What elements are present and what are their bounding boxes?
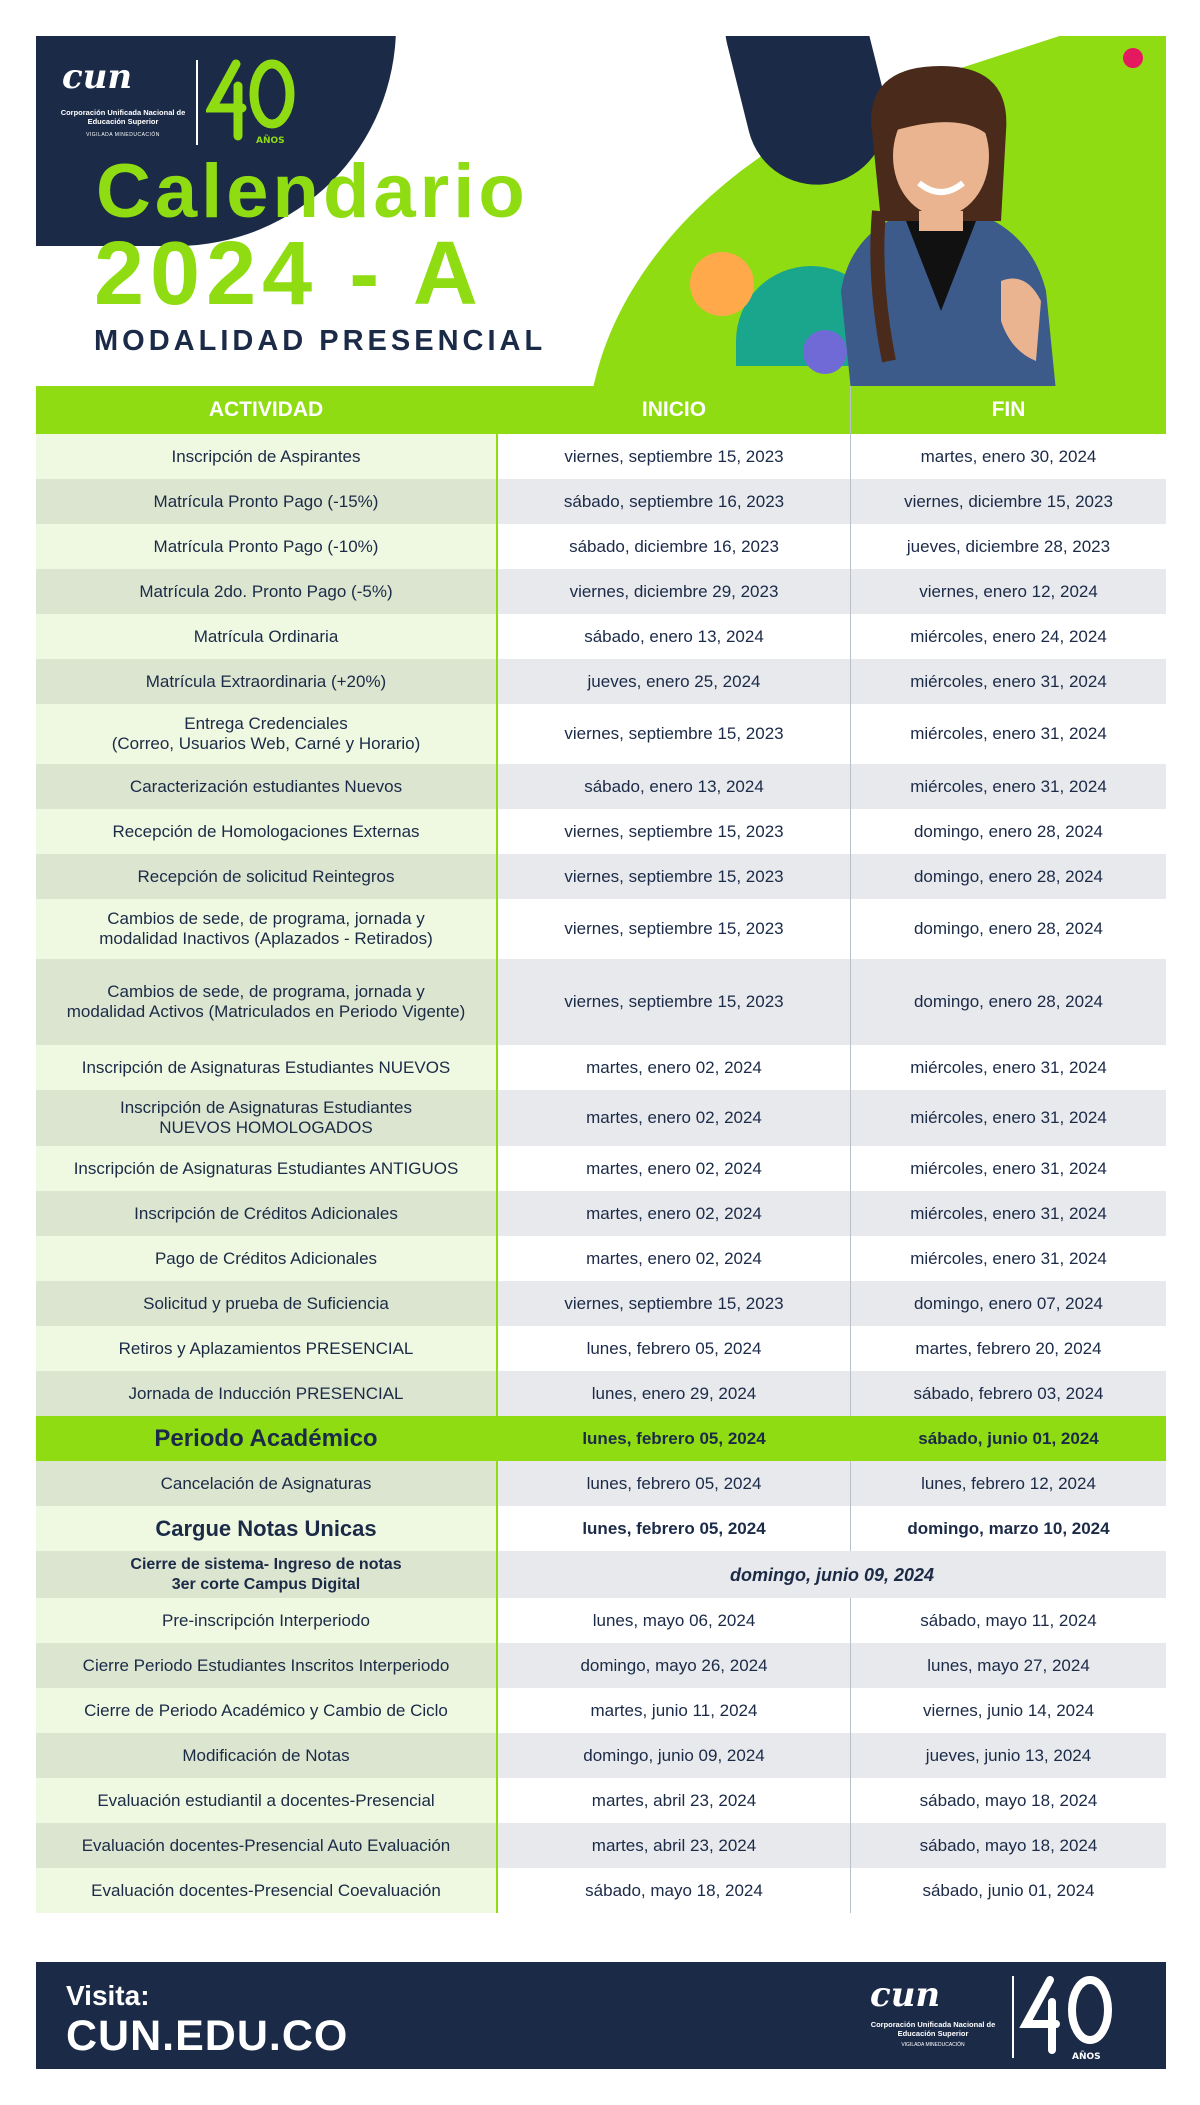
actividad-text-line2: NUEVOS HOMOLOGADOS [159,1118,373,1137]
cell-fin: viernes, enero 12, 2024 [851,569,1166,614]
forty-years-badge [206,56,306,146]
cun-logo [54,50,304,150]
cell-actividad [36,1236,498,1281]
actividad-text: Matrícula Extraordinaria (+20%) [145,671,387,691]
cell-actividad [36,434,498,479]
cell-inicio: lunes, febrero 05, 2024 [498,1326,851,1371]
actividad-text-line2: modalidad Activos (Matriculados en Periodo Vigente) [66,1002,466,1021]
svg-text:AÑOS: AÑOS [1072,2052,1101,2062]
header [36,36,1166,386]
cell-actividad [36,764,498,809]
column-header-actividad: ACTIVIDAD [36,386,498,434]
table-row [36,659,1166,704]
cell-inicio: sábado, mayo 18, 2024 [498,1868,851,1913]
actividad-text: Matrícula Pronto Pago (-10%) [153,536,379,556]
cell-actividad [36,659,498,704]
cell-fin: miércoles, enero 31, 2024 [851,704,1166,764]
cell-fin: miércoles, enero 31, 2024 [851,764,1166,809]
actividad-text: Periodo Académico [154,1424,378,1452]
cell-actividad [36,1326,498,1371]
cell-actividad [36,1146,498,1191]
cell-actividad [36,1643,498,1688]
cell-inicio: sábado, diciembre 16, 2023 [498,524,851,569]
cell-actividad [36,1778,498,1823]
cell-inicio: lunes, enero 29, 2024 [498,1371,851,1416]
table-row [36,899,1166,959]
cell-fin: miércoles, enero 31, 2024 [851,1045,1166,1090]
table-row [36,569,1166,614]
cell-inicio: viernes, septiembre 15, 2023 [498,704,851,764]
cell-inicio: domingo, junio 09, 2024 [498,1733,851,1778]
cell-actividad [36,1688,498,1733]
cell-fin: lunes, mayo 27, 2024 [851,1643,1166,1688]
actividad-text: Caracterización estudiantes Nuevos [129,776,403,796]
table-row [36,1461,1166,1506]
table-row [36,1146,1166,1191]
actividad-text: Inscripción de Créditos Adicionales [134,1203,398,1223]
cell-fin: martes, enero 30, 2024 [851,434,1166,479]
column-header-inicio: INICIO [498,386,851,434]
actividad-text-line2: (Correo, Usuarios Web, Carné y Horario) [111,734,421,753]
svg-text:cun: cun [62,57,133,96]
actividad-text: Cambios de sede, de programa, jornada y [107,909,425,928]
actividad-text: Modificación de Notas [182,1745,350,1765]
cell-actividad [36,959,498,1045]
actividad-text: Matrícula Ordinaria [193,626,339,646]
calendar-table [36,386,1166,1948]
table-row [36,614,1166,659]
cell-inicio: martes, enero 02, 2024 [498,1090,851,1146]
visit-label: Visita: [66,1980,150,2011]
actividad-text: Entrega Credenciales [184,714,348,733]
cell-actividad [36,1191,498,1236]
cell-actividad [36,704,498,764]
footer [36,1962,1166,2069]
actividad-text: Pre-inscripción Interperiodo [162,1610,370,1630]
cell-actividad [36,1461,498,1506]
actividad-text: Matrícula 2do. Pronto Pago (-5%) [139,581,393,601]
cell-actividad [36,1371,498,1416]
cell-inicio: viernes, septiembre 15, 2023 [498,854,851,899]
cell-fin: viernes, diciembre 15, 2023 [851,479,1166,524]
actividad-text: Jornada de Inducción PRESENCIAL [128,1383,404,1403]
table-row [36,1823,1166,1868]
actividad-text-line2: modalidad Inactivos (Aplazados - Retirados) [99,929,433,948]
cell-actividad [36,1090,498,1146]
cell-actividad [36,1733,498,1778]
table-row [36,809,1166,854]
cell-inicio: lunes, febrero 05, 2024 [498,1461,851,1506]
actividad-text: Inscripción de Asignaturas Estudiantes NUEVOS [81,1057,451,1077]
cell-fin: domingo, enero 28, 2024 [851,899,1166,959]
cell-fin: miércoles, enero 31, 2024 [851,1191,1166,1236]
cell-fin: miércoles, enero 31, 2024 [851,1146,1166,1191]
table-row [36,1281,1166,1326]
cell-fin: lunes, febrero 12, 2024 [851,1461,1166,1506]
cell-fin: sábado, junio 01, 2024 [851,1416,1166,1461]
actividad-text: Cierre Periodo Estudiantes Inscritos Interperiodo [82,1655,450,1675]
decorative-pink-dot [1123,48,1143,68]
title-calendario: Calendario [96,149,529,234]
cell-actividad [36,1045,498,1090]
actividad-text: Cierre de Periodo Académico y Cambio de Ciclo [84,1700,448,1720]
cell-inicio: lunes, febrero 05, 2024 [498,1506,851,1551]
org-name: Corporación Unificada Nacional de Educación Superior [60,108,186,126]
table-row [36,1191,1166,1236]
cell-fin: miércoles, enero 31, 2024 [851,1236,1166,1281]
cell-fin: miércoles, enero 24, 2024 [851,614,1166,659]
table-row [36,1688,1166,1733]
title-period: 2024 - A [94,224,484,324]
table-row [36,1416,1166,1461]
svg-text:cun: cun [870,1975,941,2014]
cell-fin: domingo, enero 28, 2024 [851,959,1166,1045]
cell-actividad [36,899,498,959]
actividad-text: Cargue Notas Unicas [155,1515,377,1541]
cell-inicio: martes, enero 02, 2024 [498,1146,851,1191]
cell-inicio: viernes, septiembre 15, 2023 [498,809,851,854]
cell-actividad [36,1551,498,1598]
logo-divider [1012,1976,1014,2058]
table-row [36,854,1166,899]
cell-actividad [36,1868,498,1913]
table-row [36,764,1166,809]
actividad-text-line2: 3er corte Campus Digital [171,1575,361,1593]
cell-fin: domingo, marzo 10, 2024 [851,1506,1166,1551]
cell-inicio: lunes, febrero 05, 2024 [498,1416,851,1461]
decorative-orange-dot [690,252,754,316]
table-row [36,1090,1166,1146]
cell-inicio: jueves, enero 25, 2024 [498,659,851,704]
forty-years-badge [1018,1972,1128,2062]
cell-inicio: sábado, enero 13, 2024 [498,764,851,809]
cun-logo-mark [868,1974,988,2014]
table-row [36,434,1166,479]
cell-actividad [36,1506,498,1551]
cell-inicio: sábado, septiembre 16, 2023 [498,479,851,524]
cell-inicio: domingo, mayo 26, 2024 [498,1643,851,1688]
cell-fin: sábado, mayo 11, 2024 [851,1598,1166,1643]
table-row [36,1506,1166,1551]
cell-fin: miércoles, enero 31, 2024 [851,659,1166,704]
logo-divider [196,60,198,145]
actividad-text: Evaluación docentes-Presencial Auto Evaluación [81,1835,451,1855]
cell-fin: sábado, mayo 18, 2024 [851,1778,1166,1823]
cell-inicio: viernes, septiembre 15, 2023 [498,1281,851,1326]
actividad-text: Solicitud y prueba de Suficiencia [143,1293,389,1313]
cell-actividad [36,614,498,659]
actividad-text: Cancelación de Asignaturas [160,1473,372,1493]
svg-text:AÑOS: AÑOS [256,136,285,146]
cell-fin: viernes, junio 14, 2024 [851,1688,1166,1733]
table-row [36,1598,1166,1643]
table-row [36,479,1166,524]
cell-actividad [36,479,498,524]
cell-fin: jueves, junio 13, 2024 [851,1733,1166,1778]
cun-logo-mark [60,56,170,96]
cell-inicio: lunes, mayo 06, 2024 [498,1598,851,1643]
actividad-text: Pago de Créditos Adicionales [154,1248,378,1268]
website-link[interactable]: CUN.EDU.CO [66,2012,349,2060]
actividad-text: Matrícula Pronto Pago (-15%) [153,491,379,511]
table-row [36,1045,1166,1090]
cell-actividad [36,569,498,614]
student-photo [811,61,1071,386]
calendar-poster [36,36,1166,2069]
table-row [36,1868,1166,1913]
table-row [36,959,1166,1045]
cell-inicio: martes, enero 02, 2024 [498,1045,851,1090]
cell-fecha-merged: domingo, junio 09, 2024 [498,1551,1166,1598]
cell-fin: jueves, diciembre 28, 2023 [851,524,1166,569]
cell-actividad [36,1598,498,1643]
cell-actividad [36,1416,498,1461]
cell-inicio: martes, abril 23, 2024 [498,1823,851,1868]
table-header [36,386,1166,434]
cell-fin: miércoles, enero 31, 2024 [851,1090,1166,1146]
cell-inicio: martes, enero 02, 2024 [498,1191,851,1236]
cell-inicio: viernes, septiembre 15, 2023 [498,899,851,959]
table-row [36,1733,1166,1778]
table-row [36,524,1166,569]
cell-inicio: sábado, enero 13, 2024 [498,614,851,659]
decorative-purple-dot [803,330,847,374]
cell-actividad [36,809,498,854]
table-row [36,1236,1166,1281]
org-sub: VIGILADA MINEDUCACIÓN [86,132,160,138]
column-header-fin: FIN [851,386,1166,434]
org-sub: VIGILADA MINEDUCACIÓN [901,2042,965,2048]
cell-fin: domingo, enero 07, 2024 [851,1281,1166,1326]
table-row [36,1643,1166,1688]
cell-actividad [36,854,498,899]
cell-fin: sábado, junio 01, 2024 [851,1868,1166,1913]
table-row [36,1551,1166,1598]
actividad-text: Cierre de sistema- Ingreso de notas [130,1555,402,1573]
actividad-text: Evaluación estudiantil a docentes-Presencial [97,1790,435,1810]
actividad-text: Recepción de solicitud Reintegros [137,866,395,886]
cell-actividad [36,1281,498,1326]
cell-fin: martes, febrero 20, 2024 [851,1326,1166,1371]
cell-actividad [36,1823,498,1868]
actividad-text: Cambios de sede, de programa, jornada y [107,982,425,1001]
org-name: Corporación Unificada Nacional de Educación Superior [870,2020,996,2038]
cell-inicio: martes, junio 11, 2024 [498,1688,851,1733]
cell-fin: domingo, enero 28, 2024 [851,854,1166,899]
table-row [36,1778,1166,1823]
subtitle-modalidad: MODALIDAD PRESENCIAL [94,325,547,357]
actividad-text: Inscripción de Asignaturas Estudiantes [119,1098,412,1117]
cell-fin: domingo, enero 28, 2024 [851,809,1166,854]
actividad-text: Inscripción de Asignaturas Estudiantes ANTIGUOS [73,1158,459,1178]
cell-inicio: viernes, septiembre 15, 2023 [498,959,851,1045]
cell-inicio: viernes, diciembre 29, 2023 [498,569,851,614]
table-row [36,1371,1166,1416]
cell-fin: sábado, mayo 18, 2024 [851,1823,1166,1868]
cell-inicio: martes, abril 23, 2024 [498,1778,851,1823]
cell-fin: sábado, febrero 03, 2024 [851,1371,1166,1416]
cell-inicio: viernes, septiembre 15, 2023 [498,434,851,479]
actividad-text: Retiros y Aplazamientos PRESENCIAL [118,1338,414,1358]
cell-actividad [36,524,498,569]
actividad-text: Inscripción de Aspirantes [171,446,361,466]
cell-inicio: martes, enero 02, 2024 [498,1236,851,1281]
actividad-text: Evaluación docentes-Presencial Coevaluación [91,1880,441,1900]
footer-cun-logo [868,1972,1148,2062]
actividad-text: Recepción de Homologaciones Externas [112,821,420,841]
table-row [36,1326,1166,1371]
table-row [36,704,1166,764]
